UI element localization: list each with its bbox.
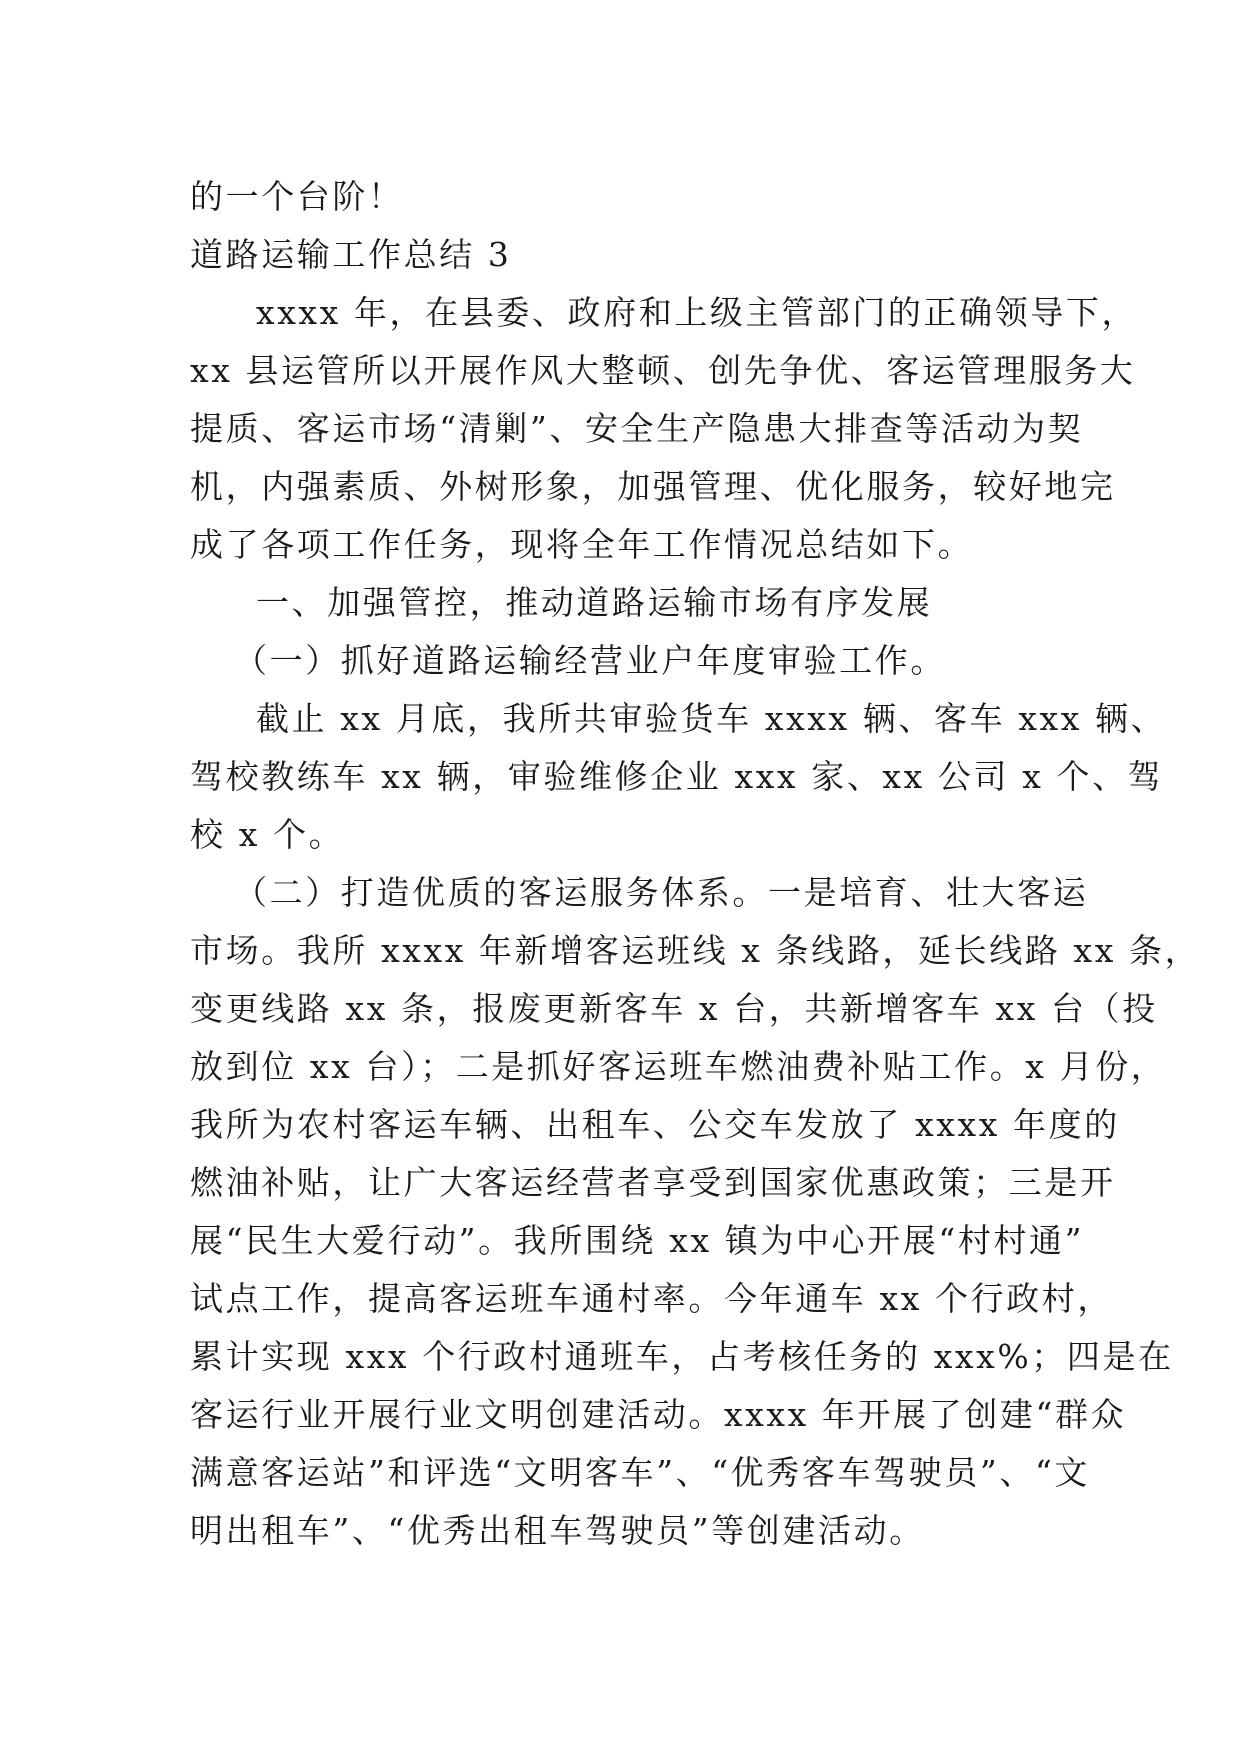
text-line: xxxx 年，在县委、政府和上级主管部门的正确领导下， [256,293,1138,332]
subheading-1-2: （二）打造优质的客运服务体系。一是培育、壮大客运 [234,873,1089,912]
text-line: 明出租车”、“优秀出租车驾驶员”等创建活动。 [190,1511,925,1550]
text-line: 市场。我所 xxxx 年新增客运班线 x 条线路，延长线路 xx 条， [190,931,1201,970]
text-line: 试点工作，提高客运班车通村率。今年通车 xx 个行政村， [190,1279,1114,1318]
subheading-1: 一、加强管控，推动道路运输市场有序发展 [256,583,933,622]
text-line: 成了各项工作任务，现将全年工作情况总结如下。 [190,525,974,564]
text-line: 变更线路 xx 条，报废更新客车 x 台，共新增客车 xx 台（投 [190,989,1158,1028]
subheading-1-1: （一）抓好道路运输经营业户年度审验工作。 [234,641,946,680]
text-line: 的一个台阶！ [190,177,404,216]
text-line: xx 县运管所以开展作风大整顿、创先争优、客运管理服务大 [190,351,1136,390]
section-heading: 道路运输工作总结 3 [190,235,512,274]
text-line: 提质、客运市场“清剿”、安全生产隐患大排查等活动为契 [190,409,1084,448]
text-line: 放到位 xx 台）；二是抓好客运班车燃油费补贴工作。x 月份， [190,1047,1167,1086]
text-line: 展“民生大爱行动”。我所围绕 xx 镇为中心开展“村村通” [190,1221,1085,1260]
text-line: 机，内强素质、外树形象，加强管理、优化服务，较好地完 [190,467,1116,506]
text-line: 截止 xx 月底，我所共审验货车 xxxx 辆、客车 xxx 辆、 [256,699,1167,738]
text-line: 我所为农村客运车辆、出租车、公交车发放了 xxxx 年度的 [190,1105,1120,1144]
text-line: 校 x 个。 [190,815,345,854]
text-line: 客运行业开展行业文明创建活动。xxxx 年开展了创建“群众 [190,1395,1127,1434]
text-line: 驾校教练车 xx 辆，审验维修企业 xxx 家、xx 公司 x 个、驾 [190,757,1164,796]
document-body [190,168,1201,1560]
text-line: 累计实现 xxx 个行政村通班车，占考核任务的 xxx%；四是在 [190,1337,1174,1376]
text-line: 燃油补贴，让广大客运经营者享受到国家优惠政策；三是开 [190,1163,1116,1202]
text-line: 满意客运站”和评选“文明客车”、“优秀客车驾驶员”、“文 [190,1453,1091,1492]
